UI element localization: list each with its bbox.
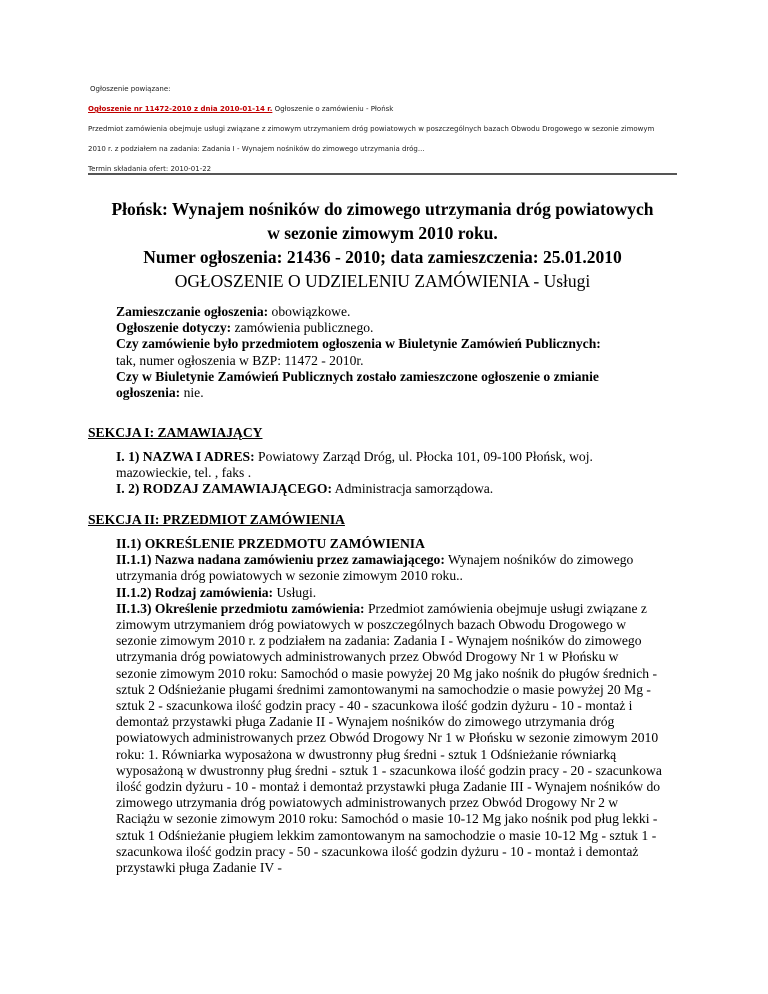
bzp-label: Czy zamówienie było przedmiotem ogłoszenia w Biuletynie Zamówień Publicznych: [116,336,601,352]
related-link-line [88,104,688,124]
contracting-type-row [116,481,656,497]
intro-block [116,304,656,401]
title-line1: Płońsk: Wynajem nośników do zimowego utrzymania dróg powiatowych [111,199,654,219]
change-label: Czy w Biuletynie Zamówień Publicznych zostało zamieszczone ogłoszenie o zmianie ogłoszenia: [116,368,599,401]
section2-heading: SEKCJA II: PRZEDMIOT ZAMÓWIENIA [88,512,345,527]
order-description-value: Przedmiot zamówienia obejmuje usługi związane z zimowym utrzymaniem dróg powiatowych w poszczególnych bazach Obwodu Drogowego w sezonie zimowym 2010 r. z podziałem na zadania: Zadania I - Wynajem nośników do zimowego utrzymania dróg powiatowych administrowanych przez Obwód Drogowy Nr 1 w Płońsku w sezonie zimowym 2010 roku: Samochód o masie powyżej 20 Mg jako nośnik do pługów średnich - sztuk 2 Odśnieżanie pługami średnimi zamontowanymi na samochodzie o masie powyżej 20 Mg - sztuk 2 - szacunkowa ilość godzin pracy - 40 - szacunkowa ilość godzin dyżuru - 10 - montaż i demontaż przystawki pługa Zadanie II - Wynajem nośników do zimowego utrzymania dróg powiatowych administrowanych przez Obwód Drogowy Nr 1 w Płońsku w sezonie zimowym 2010 roku: 1. Równiarka wyposażona w dwustronny pług średni - sztuk 1 Odśnieżanie równiarką wyposażoną w dwustronny pług średni - sztuk 1 - szacunkowa ilość godzin pracy - 20 - szacunkowa ilość godzin dyżuru - 10 - montaż i demontaż przystawki pługa Zadanie III - Wynajem nośników do zimowego utrzymania dróg powiatowych administrowanych przez Obwód Drogowy Nr 2 w Raciążu w sezonie zimowym 2010 roku: Samochód o masie 10-12 Mg jako nośnik pod pług lekki - sztuk 1 Odśnieżanie pługiem lekkim zamontowanym na samochodzie o masie 10-12 Mg - sztuk 1 - szacunkowa ilość godzin pracy - 50 - szacunkowa ilość godzin dyżuru - 10 - montaż i demontaż przystawki pługa Zadanie IV - [116,600,662,876]
related-notice-link[interactable]: Ogłoszenie nr 11472-2010 z dnia 2010-01-14 r. [88,105,273,113]
related-heading: Ogłoszenie powiązane: [90,85,171,93]
section1-body [116,449,656,498]
order-description-label: II.1.3) Określenie przedmiotu zamówienia: [116,600,365,616]
concerns-row [116,320,656,336]
order-kind-value: Usługi. [273,584,317,600]
related-notice-box [88,84,688,184]
concerns-value: zamówienia publicznego. [231,320,374,336]
order-kind-label: II.1.2) Rodzaj zamówienia: [116,584,274,600]
contracting-type-value: Administracja samorządowa. [332,481,494,497]
related-link-tail: Ogłoszenie o zamówieniu - Płońsk [272,105,394,113]
placement-label: Zamieszczanie ogłoszenia: [116,304,269,319]
section1-heading: SEKCJA I: ZAMAWIAJĄCY [88,425,263,440]
subject-subheading: II.1) OKREŚLENIE PRZEDMOTU ZAMÓWIENIA [116,536,425,551]
related-deadline: Termin składania ofert: 2010-01-22 [88,165,212,173]
change-value: nie. [180,385,204,401]
order-name-row [116,552,662,584]
placement-row [116,304,656,320]
section2-body [116,536,662,876]
notice-title [88,197,677,293]
title-line4: OGŁOSZENIE O UDZIELENIU ZAMÓWIENIA - Usługi [174,271,591,291]
bzp-value: tak, numer ogłoszenia w BZP: 11472 - 2010r. [116,352,364,368]
name-address-row [116,449,656,481]
horizontal-divider [88,173,677,175]
concerns-label: Ogłoszenie dotyczy: [116,320,232,336]
related-subject-line1: Przedmiot zamówienia obejmuje usługi związane z zimowym utrzymaniem dróg powiatowych w poszczególnych bazach Obwodu Drogowego w sezonie zimowym [88,125,655,133]
order-description-row [116,601,662,876]
bzp-row [116,336,656,352]
contracting-type-label: I. 2) RODZAJ ZAMAWIAJĄCEGO: [116,481,332,497]
name-address-label: I. 1) NAZWA I ADRES: [116,449,255,464]
change-row [116,369,656,401]
related-subject-line2: 2010 r. z podziałem na zadania: Zadania I - Wynajem nośników do zimowego utrzymania dróg... [88,145,425,153]
placement-value: obowiązkowe. [268,304,351,319]
order-name-label: II.1.1) Nazwa nadana zamówieniu przez zamawiającego: [116,552,445,568]
title-line2: w sezonie zimowym 2010 roku. [267,223,498,243]
title-line3: Numer ogłoszenia: 21436 - 2010; data zamieszczenia: 25.01.2010 [143,247,622,267]
order-name-value: Wynajem nośników do zimowego utrzymania dróg powiatowych w sezonie zimowym 2010 roku.. [116,552,634,584]
name-address-value: Powiatowy Zarząd Dróg, ul. Płocka 101, 09-100 Płońsk, woj. mazowieckie, tel. , faks . [116,449,593,481]
order-kind-row [116,585,662,601]
